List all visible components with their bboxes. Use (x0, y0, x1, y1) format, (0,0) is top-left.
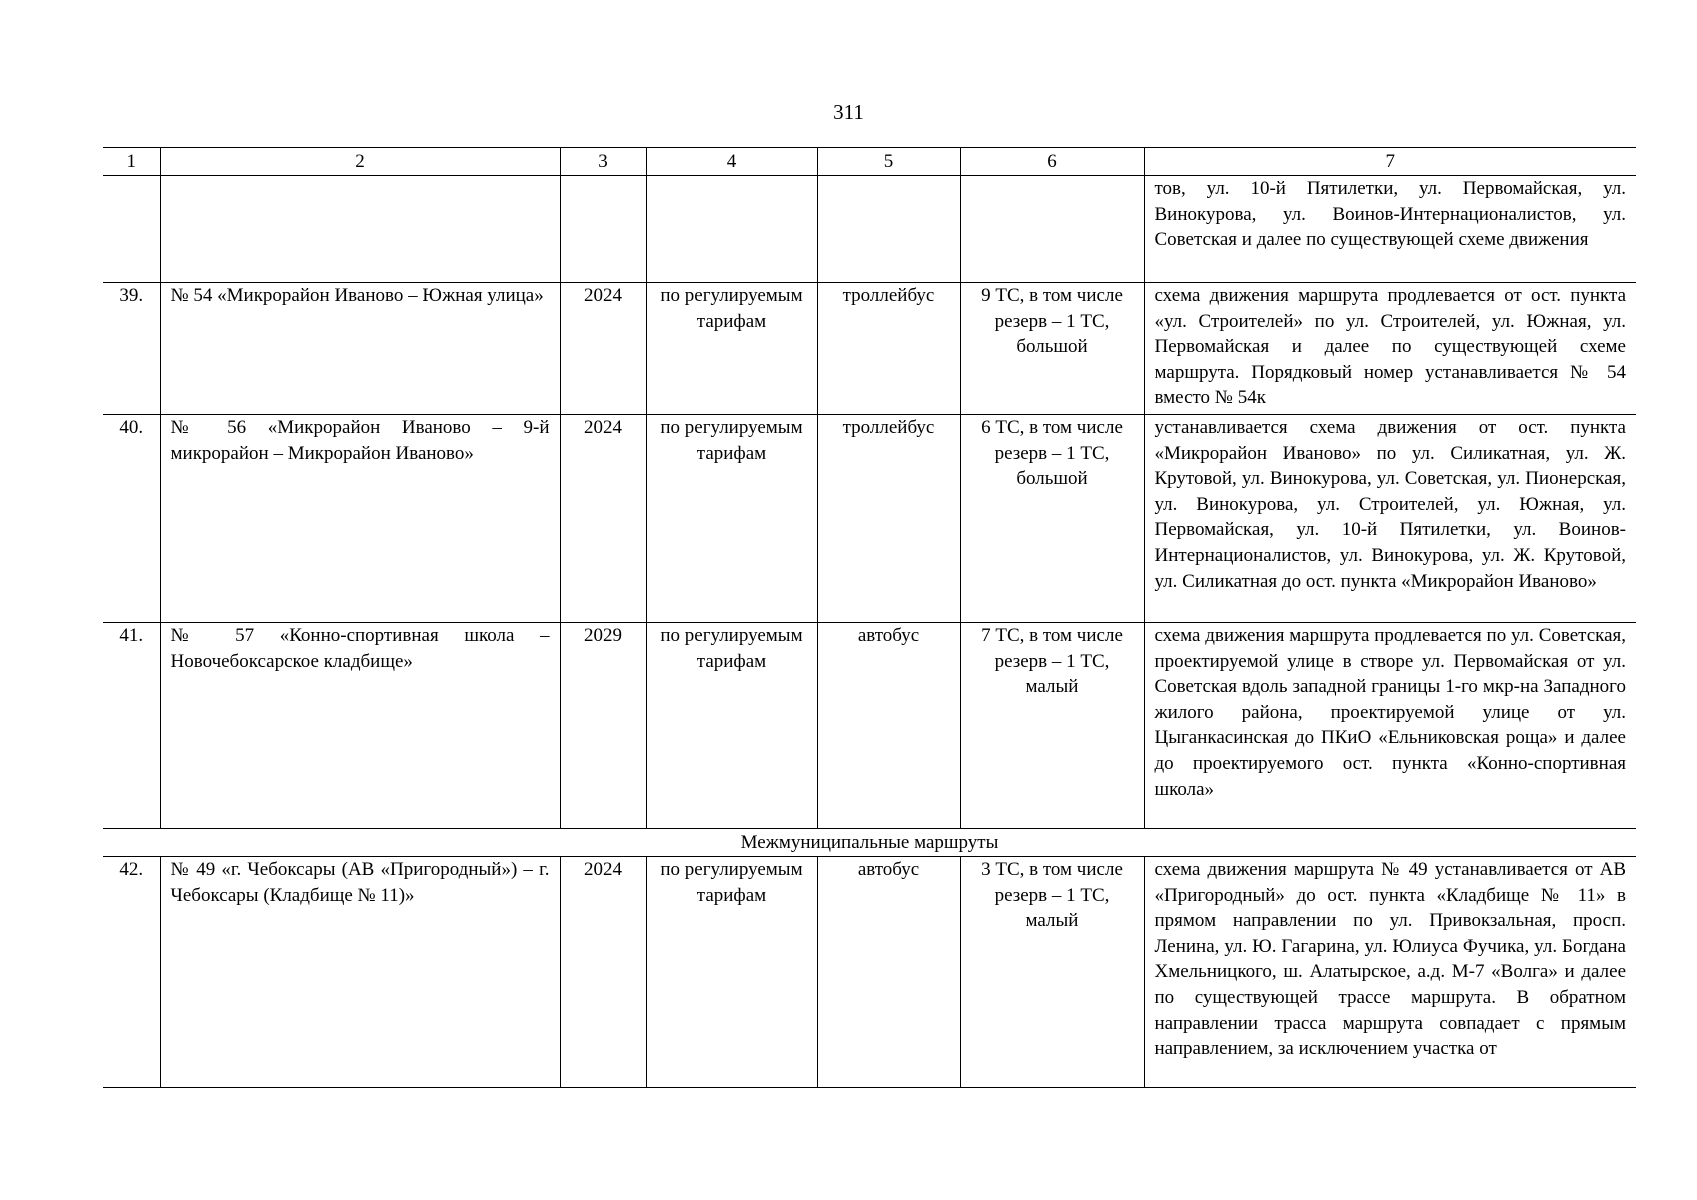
route-transport (817, 176, 960, 283)
route-number: 42. (103, 857, 160, 1088)
route-vehicles (960, 176, 1144, 283)
route-description: схема движения маршрута продлевается от ост. пункта «ул. Строителей» по ул. Строителей, ул. Южная, ул. Первомайская и далее по существующей схеме маршрута. Порядковый номер устанавливается № 54 вместо № 54к (1144, 283, 1636, 415)
route-tariff (646, 176, 817, 283)
route-year (560, 176, 646, 283)
route-number: 40. (103, 415, 160, 623)
route-vehicles: 3 ТС, в том числе резерв – 1 ТС, малый (960, 857, 1144, 1088)
column-header: 3 (560, 148, 646, 176)
route-name: № 56 «Микрорайон Иваново – 9-й микрорайон – Микрорайон Иваново» (160, 415, 560, 623)
route-vehicles: 9 ТС, в том числе резерв – 1 ТС, большой (960, 283, 1144, 415)
table-row (103, 176, 1636, 283)
table-row (103, 415, 1636, 623)
route-tariff: по регулируемым тарифам (646, 283, 817, 415)
column-header: 6 (960, 148, 1144, 176)
route-description: устанавливается схема движения от ост. пункта «Микрорайон Иваново» по ул. Силикатная, ул. Ж. Крутовой, ул. Винокурова, ул. Советская, ул. Пионерская, ул. Винокурова, ул. Строителей, ул. Южная, ул. Первомайская, ул. 10-й Пятилетки, ул. Воинов-Интернационалистов, ул. Винокурова, ул. Ж. Крутовой, ул. Силикатная до ост. пункта «Микрорайон Иваново» (1144, 415, 1636, 623)
column-header: 5 (817, 148, 960, 176)
table-row (103, 623, 1636, 829)
route-year: 2024 (560, 415, 646, 623)
table-header-row (103, 148, 1636, 176)
route-number (103, 176, 160, 283)
route-tariff: по регулируемым тарифам (646, 415, 817, 623)
route-transport: автобус (817, 857, 960, 1088)
route-description: тов, ул. 10-й Пятилетки, ул. Первомайская, ул. Винокурова, ул. Воинов-Интернационалистов, ул. Советская и далее по существующей схеме движения (1144, 176, 1636, 283)
route-year: 2029 (560, 623, 646, 829)
route-description: схема движения маршрута продлевается по ул. Советская, проектируемой улице в створе ул. Первомайская от ул. Советская вдоль западной границы 1-го мкр-на Западного жилого района, проектируемой улице от ул. Цыганкасинская до ПКиО «Ельниковская роща» и далее до проектируемого ост. пункта «Конно-спортивная школа» (1144, 623, 1636, 829)
section-title: Межмуниципальные маршруты (103, 829, 1636, 857)
section-row (103, 829, 1636, 857)
route-number: 41. (103, 623, 160, 829)
route-year: 2024 (560, 283, 646, 415)
column-header: 4 (646, 148, 817, 176)
column-header: 1 (103, 148, 160, 176)
page-number: 311 (833, 100, 864, 124)
route-transport: троллейбус (817, 415, 960, 623)
route-name: № 49 «г. Чебоксары (АВ «Пригородный») – г. Чебоксары (Кладбище № 11)» (160, 857, 560, 1088)
table-row (103, 857, 1636, 1088)
route-description: схема движения маршрута № 49 устанавливается от АВ «Пригородный» до ост. пункта «Кладбище № 11» в прямом направлении по ул. Привокзальная, просп. Ленина, ул. Ю. Гагарина, ул. Юлиуса Фучика, ул. Богдана Хмельницкого, ш. Алатырское, а.д. М-7 «Волга» и далее по существующей трассе маршрута. В обратном направлении трасса маршрута совпадает с прямым направлением, за исключением участка от (1144, 857, 1636, 1088)
route-name (160, 176, 560, 283)
table-row (103, 283, 1636, 415)
route-tariff: по регулируемым тарифам (646, 857, 817, 1088)
route-transport: автобус (817, 623, 960, 829)
routes-table (103, 147, 1636, 1088)
column-header: 2 (160, 148, 560, 176)
route-transport: троллейбус (817, 283, 960, 415)
route-number: 39. (103, 283, 160, 415)
route-name: № 57 «Конно-спортивная школа – Новочебоксарское кладбище» (160, 623, 560, 829)
route-vehicles: 6 ТС, в том числе резерв – 1 ТС, большой (960, 415, 1144, 623)
route-vehicles: 7 ТС, в том числе резерв – 1 ТС, малый (960, 623, 1144, 829)
route-year: 2024 (560, 857, 646, 1088)
column-header: 7 (1144, 148, 1636, 176)
route-tariff: по регулируемым тарифам (646, 623, 817, 829)
route-name: № 54 «Микрорайон Иваново – Южная улица» (160, 283, 560, 415)
